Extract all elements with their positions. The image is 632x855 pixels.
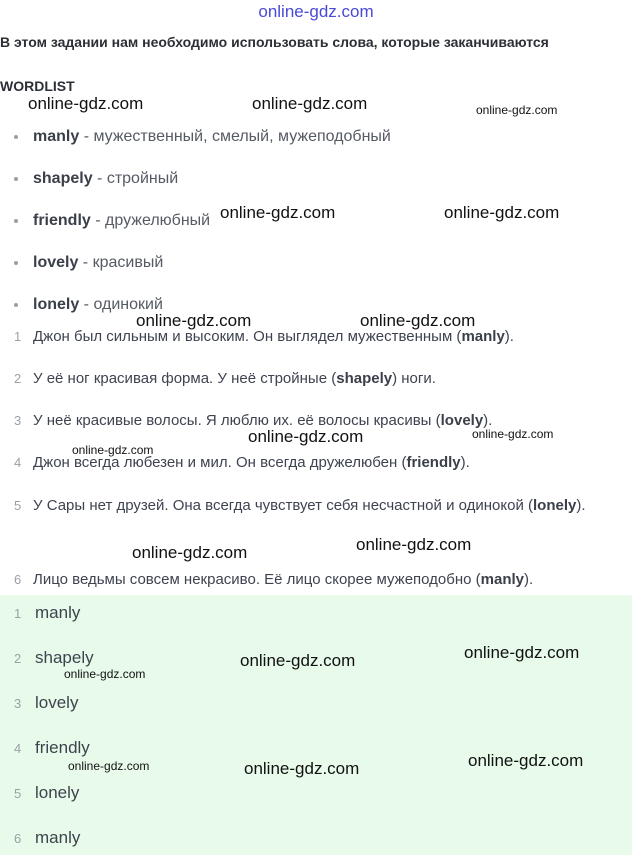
sentence-number: 2: [14, 371, 22, 386]
wordlist-word: shapely: [33, 170, 93, 187]
sentence-answer-word: lovely: [440, 412, 484, 429]
bullet-dot-icon: [14, 135, 18, 139]
watermark: online-gdz.com: [444, 203, 560, 222]
wordlist-translation: мужественный, смелый, мужеподобный: [93, 128, 391, 145]
sentence-number: 6: [14, 572, 22, 587]
site-header[interactable]: online-gdz.com: [258, 2, 374, 21]
watermark: online-gdz.com: [472, 427, 554, 441]
sentence-answer-word: shapely: [336, 370, 393, 387]
answer-number: 5: [14, 786, 22, 801]
watermark: online-gdz.com: [132, 543, 248, 562]
sentence-text-end: ).: [576, 497, 586, 514]
watermark: online-gdz.com: [240, 651, 356, 670]
watermark: online-gdz.com: [244, 759, 360, 778]
wordlist-word: friendly: [33, 212, 91, 229]
sentence-item: [14, 368, 618, 410]
intro-text: В этом задании нам необходимо использовать слова, которые заканчиваются: [0, 34, 549, 50]
wordlist-heading: WORDLIST: [0, 78, 75, 94]
watermark: online-gdz.com: [360, 311, 476, 330]
answers-panel: [0, 595, 632, 855]
sentence-text: Джон всегда любезен и мил. Он всегда дружелюбен (: [33, 454, 407, 471]
wordlist-translation: дружелюбный: [105, 212, 211, 229]
sentence-text: У её ног красивая форма. У неё стройные (: [33, 370, 337, 387]
watermark: online-gdz.com: [468, 751, 584, 770]
sentence-text-end: ).: [483, 412, 493, 429]
sentence-text: У Сары нет друзей. Она всегда чувствует себя несчастной и одинокой (: [33, 497, 534, 514]
sentence-item: [14, 489, 618, 569]
watermark: online-gdz.com: [248, 427, 364, 446]
watermark: online-gdz.com: [356, 535, 472, 554]
sentence-text: Лицо ведьмы совсем некрасиво. Её лицо скорее мужеподобно (: [33, 571, 481, 588]
wordlist-word: lonely: [33, 296, 80, 313]
watermark: online-gdz.com: [220, 203, 336, 222]
sentence-item: [14, 326, 618, 368]
answer-item: [14, 693, 78, 713]
watermark: online-gdz.com: [464, 643, 580, 662]
answer-text: manly: [35, 828, 81, 847]
sentence-text-end: ).: [504, 328, 514, 345]
watermark: online-gdz.com: [72, 443, 154, 457]
sentence-number: 5: [14, 498, 22, 513]
wordlist-translation: красивый: [92, 254, 164, 271]
answer-item: [14, 738, 90, 758]
answer-text: lonely: [35, 783, 80, 802]
sentence-number: 1: [14, 329, 22, 344]
bullet-dot-icon: [14, 219, 18, 223]
bullet-dot-icon: [14, 177, 18, 181]
answer-item: [14, 828, 80, 848]
answer-number: 4: [14, 741, 22, 756]
answer-item: [14, 648, 94, 668]
sentence-text: У неё красивые волосы. Я люблю их. её волосы красивы (: [33, 412, 441, 429]
wordlist-word: lovely: [33, 254, 79, 271]
sentence-list: [14, 326, 618, 611]
sentence-text-end: ).: [460, 454, 470, 471]
answer-text: shapely: [35, 648, 94, 667]
watermark: online-gdz.com: [68, 759, 150, 773]
sentence-answer-word: friendly: [406, 454, 461, 471]
answer-number: 3: [14, 696, 22, 711]
watermark: online-gdz.com: [136, 311, 252, 330]
sentence-text: Джон был сильным и высоким. Он выглядел мужественным (: [33, 328, 462, 345]
answer-item: [14, 603, 80, 623]
sentence-number: 3: [14, 413, 22, 428]
sentence-answer-word: manly: [480, 571, 525, 588]
answer-number: 6: [14, 831, 22, 846]
watermark: online-gdz.com: [64, 667, 146, 681]
sentence-text-end: ) ноги.: [392, 370, 436, 387]
answer-text: lovely: [35, 693, 79, 712]
wordlist-translation: одинокий: [93, 296, 163, 313]
bullet-dot-icon: [14, 303, 18, 307]
sentence-number: 4: [14, 455, 22, 470]
answer-number: 2: [14, 651, 22, 666]
wordlist-word: manly: [33, 128, 80, 145]
watermark: online-gdz.com: [252, 94, 368, 113]
answer-item: [14, 783, 79, 803]
sentence-answer-word: manly: [461, 328, 505, 345]
answer-text: manly: [35, 603, 81, 622]
watermark: online-gdz.com: [476, 103, 558, 117]
sentence-text-end: ).: [524, 571, 534, 588]
answer-text: friendly: [35, 738, 90, 757]
watermark: online-gdz.com: [28, 94, 144, 113]
bullet-dot-icon: [14, 261, 18, 265]
sentence-answer-word: lonely: [533, 497, 577, 514]
answer-number: 1: [14, 606, 22, 621]
wordlist-translation: стройный: [106, 170, 179, 187]
sentence-item: [14, 452, 618, 494]
